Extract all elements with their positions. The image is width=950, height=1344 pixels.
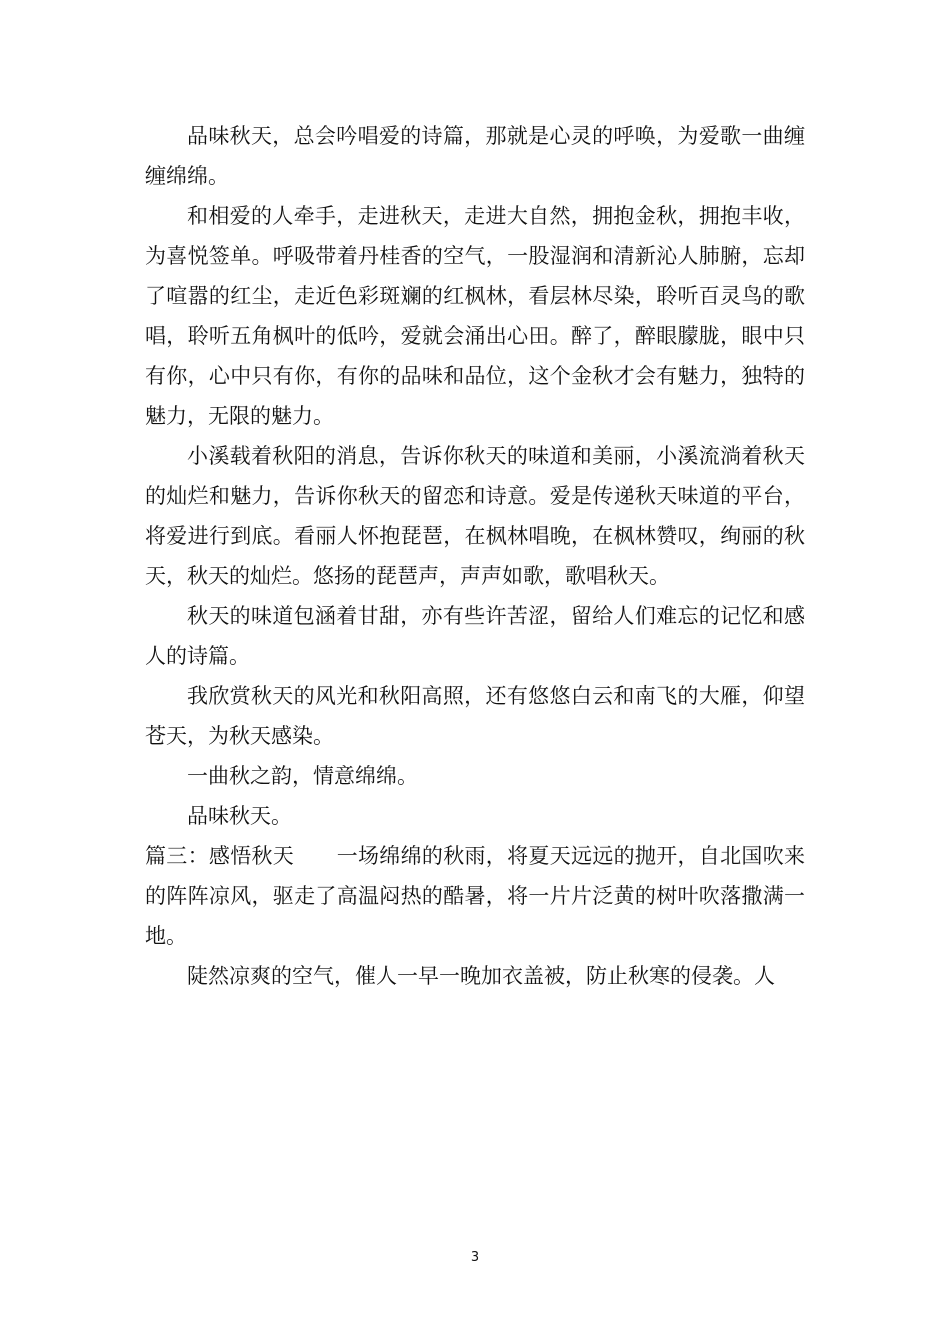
paragraph-last: 陡然凉爽的空气，催人一早一晚加衣盖被，防止秋寒的侵袭。人 xyxy=(187,964,775,988)
paragraph-6: 一曲秋之韵，情意绵绵。 xyxy=(187,764,418,788)
section-paragraph-text: 一场绵绵的秋雨，将夏天远远的抛开，自北国吹来的阵阵凉风，驱走了高温闷热的酷暑，将一片片泛黄的树叶吹落撒满一地。 xyxy=(145,844,806,948)
paragraph-4: 秋天的味道包涵着甘甜，亦有些许苦涩，留给人们难忘的记忆和感人的诗篇。 xyxy=(145,604,805,668)
page-number: 3 xyxy=(470,1250,480,1265)
paragraph-1: 品味秋天，总会吟唱爱的诗篇，那就是心灵的呼唤，为爱歌一曲缠缠绵绵。 xyxy=(145,124,805,188)
document-body xyxy=(145,116,805,996)
section-heading: 篇三：感悟秋天 xyxy=(145,844,295,868)
section-paragraph xyxy=(145,836,805,956)
paragraph-3: 小溪载着秋阳的消息，告诉你秋天的味道和美丽，小溪流淌着秋天的灿烂和魅力，告诉你秋天的留恋和诗意。爱是传递秋天味道的平台，将爱进行到底。看丽人怀抱琵琶，在枫林唱晚，在枫林赞叹，绚丽的秋天，秋天的灿烂。悠扬的琵琶声，声声如歌，歌唱秋天。 xyxy=(145,444,805,588)
paragraph-2: 和相爱的人牵手，走进秋天，走进大自然，拥抱金秋，拥抱丰收，为喜悦签单。呼吸带着丹桂香的空气，一股湿润和清新沁人肺腑，忘却了喧嚣的红尘，走近色彩斑斓的红枫林，看层林尽染，聆听百灵鸟的歌唱，聆听五角枫叶的低吟，爱就会涌出心田。醉了，醉眼朦胧，眼中只有你，心中只有你，有你的品味和品位，这个金秋才会有魅力，独特的魅力，无限的魅力。 xyxy=(145,204,805,428)
paragraph-5: 我欣赏秋天的风光和秋阳高照，还有悠悠白云和南飞的大雁，仰望苍天，为秋天感染。 xyxy=(145,684,805,748)
paragraph-7: 品味秋天。 xyxy=(187,804,292,828)
